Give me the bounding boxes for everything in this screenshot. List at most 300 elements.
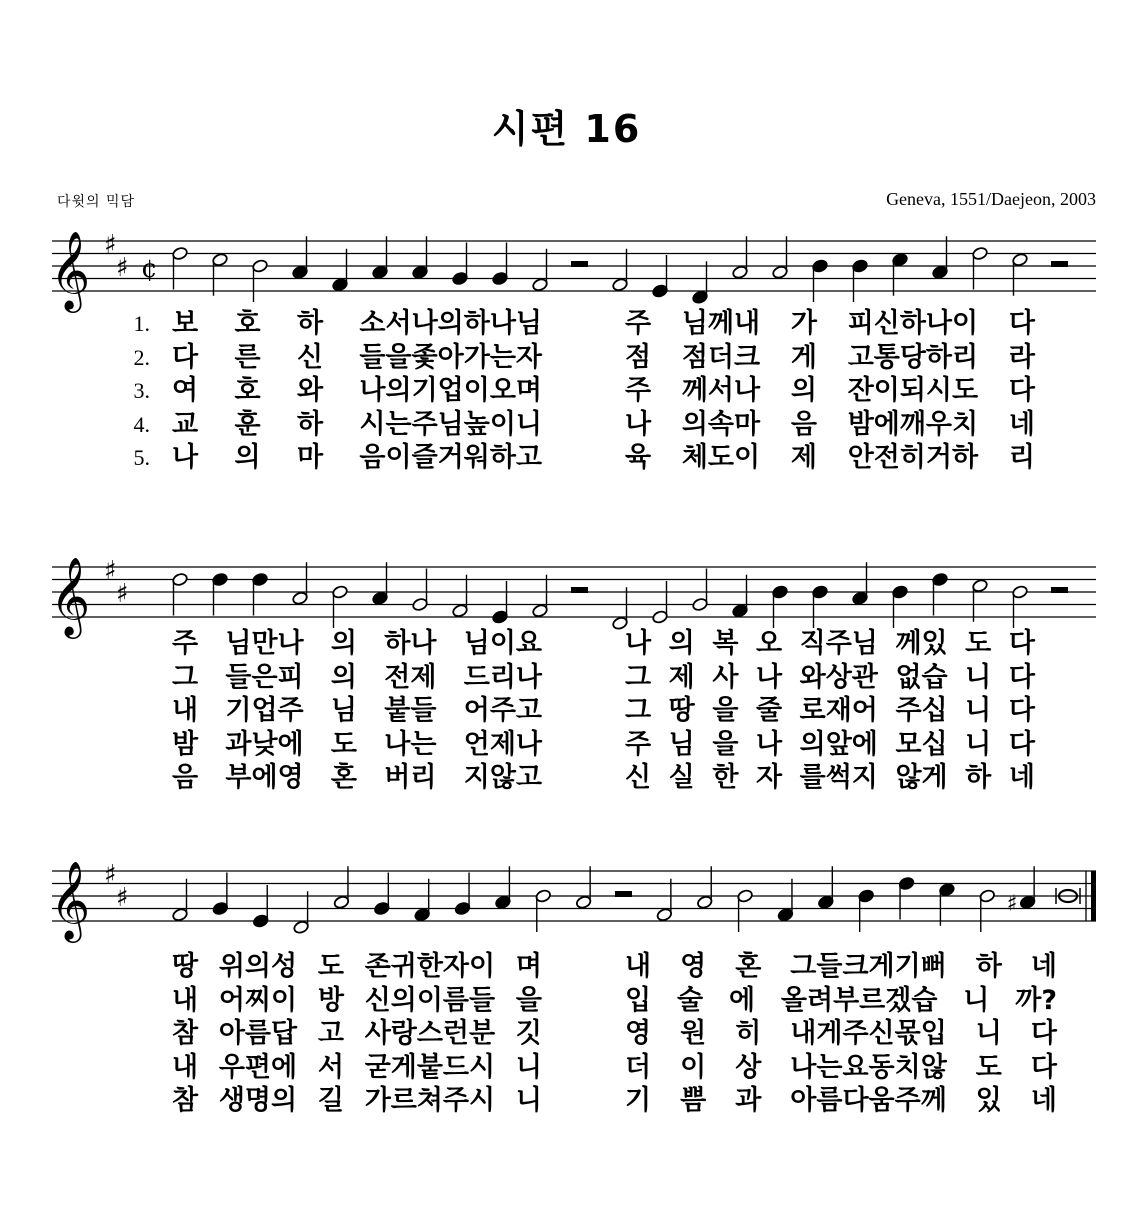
lyric-syllable: 과 [735, 1085, 762, 1116]
lyric-line [0, 761, 1133, 795]
lyric-syllable: 하 [975, 951, 1002, 982]
lyric-syllable: 영 [625, 1018, 652, 1049]
lyric-syllable: 그 [172, 662, 199, 693]
lyric-syllable: 다 [1008, 308, 1035, 339]
note-D5-q [932, 572, 949, 615]
lyric-syllable: 직주님 [799, 628, 878, 659]
lyric-syllable: 니 [515, 1085, 542, 1116]
lyric-syllable: 자 [755, 762, 783, 793]
lyric-syllable: 땅 [668, 695, 695, 726]
lyric-left [172, 1017, 542, 1051]
note-A4-half [292, 562, 309, 605]
lyric-syllable: 의 [234, 442, 261, 473]
note-B4-half [332, 585, 349, 628]
lyric-syllable: 다 [172, 342, 199, 373]
lyric-syllable: 우편에 [218, 1052, 298, 1083]
note-D4-half [293, 891, 310, 934]
lyric-syllable: 원 [680, 1018, 707, 1049]
note-G4-q [454, 873, 471, 916]
note-A4-half [772, 236, 789, 279]
lyric-syllable: 니 [965, 662, 992, 693]
lyric-syllable: 어주고 [463, 695, 542, 726]
note-Csharp5-half [212, 252, 229, 295]
lyric-syllable: 음이즐거워하고 [359, 442, 542, 473]
verse-number: 1. [133, 311, 150, 336]
lyric-syllable: 호 [234, 375, 261, 406]
lyric-syllable: 줄 [755, 695, 783, 726]
lyric-syllable: 있 [975, 1085, 1002, 1116]
lyric-line [0, 1084, 1133, 1118]
svg-text:♯: ♯ [116, 253, 129, 283]
note-Fsharp4-half [452, 575, 469, 618]
lyric-syllable: 음 [172, 762, 199, 793]
lyric-syllable: 의앞에 [799, 729, 878, 760]
lyric-syllable: 깃 [515, 1018, 542, 1049]
lyric-syllable: 고 [317, 1018, 344, 1049]
note-B4-half [1012, 585, 1029, 628]
lyric-syllable: 기업주 [225, 695, 304, 726]
lyric-syllable: 서 [317, 1052, 344, 1083]
lyric-left [172, 374, 542, 408]
half-rest-icon [1051, 587, 1068, 593]
lyric-line [0, 661, 1133, 695]
lyric-syllable: 른 [234, 342, 261, 373]
lyric-syllable: 없습 [895, 662, 948, 693]
lyric-syllable: 그 [625, 662, 652, 693]
attribution-left: 다윗의 믹담 [57, 194, 136, 210]
lyric-syllable: 전제 [384, 662, 437, 693]
svg-text:♯: ♯ [1006, 891, 1018, 917]
lyric-syllable: 붙들 [384, 695, 437, 726]
lyric-syllable: 않게 [895, 762, 948, 793]
lyric-syllable: 상 [735, 1052, 762, 1083]
lyric-syllable: 다 [1030, 1052, 1057, 1083]
lyric-syllable: 참 [172, 1018, 199, 1049]
note-Fsharp4-q [777, 879, 794, 922]
lyric-right [625, 1051, 1057, 1085]
lyric-syllable: 어찌이 [218, 985, 298, 1016]
note-B4-q [892, 585, 909, 628]
lyric-line [0, 984, 1133, 1018]
lyric-right [625, 761, 1035, 795]
note-Fsharp4-q [332, 249, 349, 292]
lyric-syllable: 더 [625, 1052, 652, 1083]
note-Csharp5-half [972, 578, 989, 621]
lyric-syllable: 호 [234, 308, 261, 339]
lyric-syllable: 굳게붙드시 [364, 1052, 496, 1083]
attribution-right: Geneva, 1551/Daejeon, 2003 [886, 189, 1096, 209]
note-D4-half [612, 587, 629, 630]
lyric-syllable: 이 [680, 1052, 707, 1083]
verse-number: 5. [133, 445, 150, 470]
note-A4-q [372, 562, 389, 605]
lyric-left [172, 661, 542, 695]
lyric-left [172, 984, 542, 1018]
lyric-syllable: 들은피 [225, 662, 304, 693]
lyric-syllable: 마 [296, 442, 324, 473]
lyric-syllable: 방 [317, 985, 344, 1016]
note-A4-q [372, 236, 389, 279]
lyric-syllable: 내게주신몫입 [790, 1018, 947, 1049]
lyric-right [625, 341, 1035, 375]
lyric-syllable: 안전히거하 [847, 442, 979, 473]
key-signature [104, 860, 129, 913]
lyric-left [172, 341, 542, 375]
lyric-syllable: 님이요 [463, 628, 542, 659]
lyric-syllable: 의 [790, 375, 817, 406]
lyric-syllable: 시는주님높이니 [359, 409, 542, 440]
lyric-line [0, 408, 1133, 442]
note-A4-q [932, 236, 949, 279]
lyric-syllable: 버리 [384, 762, 437, 793]
note-Csharp5-half [1012, 252, 1029, 295]
lyric-line [0, 950, 1133, 984]
lyric-syllable: 부에영 [225, 762, 304, 793]
lyric-syllable: 다 [1008, 729, 1035, 760]
lyric-line [0, 694, 1133, 728]
note-A4-q [817, 866, 834, 909]
lyric-syllable: 니 [965, 729, 992, 760]
lyric-syllable: 위의성 [218, 951, 298, 982]
note-G4-q [373, 873, 390, 916]
note-B4-half [252, 259, 269, 302]
lyric-right [625, 728, 1035, 762]
lyric-right [625, 307, 1035, 341]
staff-system-1 [0, 200, 1133, 320]
lyric-syllable: 네 [1030, 1085, 1057, 1116]
lyric-syllable: 리 [1008, 442, 1035, 473]
lyric-syllable: 나 [172, 442, 199, 473]
lyric-line [0, 341, 1133, 375]
lyric-syllable: 언제나 [463, 729, 542, 760]
lyric-syllable: 쁨 [680, 1085, 707, 1116]
lyric-syllable: 니 [515, 1052, 542, 1083]
lyric-syllable: 점더크 [681, 342, 761, 373]
note-B4-q [852, 259, 869, 302]
lyric-syllable: 을 [712, 729, 739, 760]
lyric-syllable: 술 [676, 985, 704, 1016]
lyric-syllable: 신 [625, 762, 652, 793]
lyric-syllable: 음 [790, 409, 817, 440]
treble-clef-icon [50, 231, 90, 313]
note-B4-half [737, 889, 754, 932]
lyric-syllable: 들을좇아가는자 [359, 342, 542, 373]
lyric-syllable: 의 [668, 628, 695, 659]
note-D5-half [172, 246, 189, 289]
lyric-syllable: 밤 [172, 729, 199, 760]
lyric-syllable: 네 [1030, 951, 1057, 982]
lyric-syllable: 주 [625, 308, 652, 339]
verse-number: 4. [133, 412, 150, 437]
lyric-syllable: 도 [975, 1052, 1002, 1083]
lyric-syllable: 도 [330, 729, 357, 760]
lyric-syllable: 그들크게기뻐 [790, 951, 947, 982]
note-B4-q [812, 585, 829, 628]
lyric-right [625, 1084, 1057, 1118]
lyric-syllable: 주 [625, 729, 652, 760]
time-signature-icon [141, 254, 158, 284]
lyric-syllable: 님 [330, 695, 357, 726]
lyric-syllable: 로재어 [799, 695, 878, 726]
lyric-syllable: 나 [625, 409, 652, 440]
lyric-syllable: 하 [296, 308, 324, 339]
note-B4-half [535, 889, 552, 932]
lyric-syllable: 까? [1015, 985, 1057, 1016]
svg-text:♯: ♯ [104, 230, 117, 260]
lyric-syllable: 께있 [895, 628, 948, 659]
lyric-syllable: 도 [317, 951, 344, 982]
lyric-syllable: 한 [712, 762, 739, 793]
lyric-syllable: 잔이되시도 [847, 375, 979, 406]
lyric-line [0, 374, 1133, 408]
lyric-syllable: 육 [625, 442, 652, 473]
lyric-left [172, 694, 542, 728]
lyric-syllable: 와상관 [799, 662, 878, 693]
lyric-syllable: 주 [625, 375, 652, 406]
lyric-right [625, 627, 1035, 661]
lyric-syllable: 다 [1008, 628, 1035, 659]
lyric-syllable: 다 [1008, 662, 1035, 693]
note-A4-q [852, 562, 869, 605]
lyric-left [172, 627, 542, 661]
lyric-syllable: 그 [625, 695, 652, 726]
lyric-right [625, 950, 1057, 984]
lyric-syllable: 모십 [895, 729, 948, 760]
lyric-syllable: 하나 [384, 628, 437, 659]
lyric-syllable: 여 [172, 375, 199, 406]
note-G4-q [452, 243, 469, 286]
lyric-syllable: 훈 [234, 409, 261, 440]
lyric-syllable: 생명의 [218, 1085, 298, 1116]
lyric-left [172, 761, 542, 795]
note-D5-q [252, 572, 269, 615]
verse-number: 2. [133, 345, 150, 370]
note-D4-q [692, 261, 709, 304]
lyric-syllable: 나 [625, 628, 652, 659]
lyric-syllable: 님 [668, 729, 695, 760]
lyric-right [625, 374, 1035, 408]
svg-text:𝄞: 𝄞 [50, 861, 91, 940]
note-Csharp5-q [892, 252, 909, 295]
svg-text:¢: ¢ [141, 254, 158, 284]
note-B4-half [979, 889, 996, 932]
lyric-syllable: 지않고 [463, 762, 542, 793]
note-B4-q [858, 889, 875, 932]
note-A4-half [732, 236, 749, 279]
note-Csharp5-q [939, 882, 956, 925]
lyric-syllable: 가 [790, 308, 817, 339]
lyric-syllable: 에 [728, 985, 756, 1016]
note-Fsharp4-half [172, 879, 189, 922]
lyric-syllable: 나는 [384, 729, 437, 760]
lyric-syllable: 아름다움주께 [790, 1085, 947, 1116]
lyric-syllable: 님께내 [681, 308, 761, 339]
note-G4-half [412, 569, 429, 612]
lyric-syllable: 혼 [330, 762, 357, 793]
lyric-right [625, 694, 1035, 728]
lyric-syllable: 나 [755, 662, 783, 693]
lyric-syllable: 하 [965, 762, 992, 793]
note-G4-q [492, 243, 509, 286]
lyric-syllable: 올려부르겠습 [780, 985, 938, 1016]
lyric-syllable: 내 [172, 1052, 199, 1083]
lyric-syllable: 밤에깨우치 [847, 409, 979, 440]
svg-text:♯: ♯ [104, 860, 117, 890]
lyric-syllable: 고통당하리 [847, 342, 979, 373]
half-rest-icon [571, 261, 588, 267]
lyric-syllable: 도 [965, 628, 992, 659]
lyric-syllable: 의 [330, 662, 357, 693]
lyric-line [0, 627, 1133, 661]
lyric-syllable: 주십 [895, 695, 948, 726]
lyric-syllable: 드리나 [463, 662, 542, 693]
note-A4-q [292, 236, 309, 279]
lyric-syllable: 의속마 [681, 409, 761, 440]
lyric-syllable: 길 [317, 1085, 344, 1116]
lyric-syllable: 기 [625, 1085, 652, 1116]
note-E4-half [652, 581, 669, 624]
lyric-syllable: 오 [755, 628, 783, 659]
lyric-syllable: 실 [668, 762, 695, 793]
svg-text:♯: ♯ [104, 556, 117, 586]
lyric-syllable: 입 [625, 985, 652, 1016]
lyric-right [625, 661, 1035, 695]
lyric-syllable: 께서나 [681, 375, 761, 406]
note-D5-q [898, 876, 915, 919]
note-B4-q [812, 259, 829, 302]
lyric-syllable: 피신하나이 [847, 308, 979, 339]
note-A4-half [696, 866, 713, 909]
lyric-right [625, 408, 1035, 442]
lyric-syllable: 다 [1008, 375, 1035, 406]
lyric-left [172, 408, 542, 442]
lyric-left [172, 950, 542, 984]
note-Fsharp4-half [656, 879, 673, 922]
lyric-left [172, 728, 542, 762]
note-Fsharp4-q [732, 575, 749, 618]
lyric-syllable: 니 [965, 695, 992, 726]
lyric-syllable: 네 [1008, 762, 1035, 793]
lyric-syllable: 제 [668, 662, 695, 693]
note-B4-q [772, 585, 789, 628]
key-signature [104, 556, 129, 609]
lyric-syllable: 복 [712, 628, 739, 659]
lyric-line [0, 1051, 1133, 1085]
note-E4-q [252, 885, 269, 928]
lyric-syllable: 내 [172, 695, 199, 726]
half-rest-icon [615, 891, 632, 897]
note-A4-q [495, 866, 512, 909]
svg-text:♯: ♯ [116, 579, 129, 609]
lyric-syllable: 체도이 [681, 442, 761, 473]
lyric-syllable: 니 [975, 1018, 1002, 1049]
note-E4-q [492, 581, 509, 624]
lyric-syllable: 교 [172, 409, 199, 440]
lyric-syllable: 님만나 [225, 628, 304, 659]
lyric-syllable: 제 [790, 442, 817, 473]
svg-text:𝄞: 𝄞 [50, 557, 91, 636]
treble-clef-icon [50, 861, 90, 943]
lyric-syllable: 를썩지 [799, 762, 878, 793]
note-A4-q [412, 236, 429, 279]
note-Fsharp4-half [532, 575, 549, 618]
lyric-syllable: 히 [735, 1018, 762, 1049]
lyric-syllable: 나의기업이오며 [359, 375, 542, 406]
lyric-syllable: 점 [625, 342, 652, 373]
lyric-syllable: 와 [296, 375, 324, 406]
note-A4-half [575, 866, 592, 909]
lyric-line [0, 307, 1133, 341]
note-Fsharp4-half [532, 249, 549, 292]
lyric-right [625, 984, 1057, 1018]
lyric-syllable: 라 [1008, 342, 1035, 373]
note-A4-half [333, 866, 350, 909]
lyric-syllable: 아름답 [218, 1018, 298, 1049]
lyric-syllable: 영 [680, 951, 707, 982]
lyric-syllable: 가르쳐주시 [364, 1085, 496, 1116]
half-rest-icon [571, 587, 588, 593]
lyric-syllable: 을 [712, 695, 739, 726]
half-rest-icon [1051, 261, 1068, 267]
lyric-syllable: 하 [296, 409, 324, 440]
note-G4-half [692, 569, 709, 612]
lyric-syllable: 사 [712, 662, 739, 693]
note-E4-q [652, 255, 669, 298]
lyric-syllable: 내 [172, 985, 199, 1016]
lyric-syllable: 의 [330, 628, 357, 659]
lyric-syllable: 니 [963, 985, 990, 1016]
lyric-syllable: 신의이름들 [364, 985, 496, 1016]
lyric-left [172, 441, 542, 475]
note-Fsharp4-q [414, 879, 431, 922]
lyric-syllable: 존귀한자이 [364, 951, 496, 982]
note-G4-q [212, 873, 229, 916]
lyric-syllable: 사랑스런분 [364, 1018, 496, 1049]
lyric-syllable: 나 [755, 729, 783, 760]
lyric-line [0, 441, 1133, 475]
lyric-syllable: 땅 [172, 951, 199, 982]
note-Fsharp4-half [612, 249, 629, 292]
lyric-syllable: 다 [1008, 695, 1035, 726]
lyric-syllable: 신 [296, 342, 324, 373]
lyric-syllable: 과낮에 [225, 729, 304, 760]
page-title: 시편 16 [491, 107, 642, 151]
note-D5-half [172, 572, 189, 615]
lyric-syllable: 보 [172, 308, 199, 339]
lyric-syllable: 네 [1008, 409, 1035, 440]
lyric-syllable: 혼 [735, 951, 762, 982]
lyric-syllable: 게 [790, 342, 817, 373]
lyric-line [0, 728, 1133, 762]
lyric-syllable: 내 [625, 951, 652, 982]
lyric-syllable: 나는요동치않 [790, 1052, 947, 1083]
lyric-syllable: 다 [1030, 1018, 1057, 1049]
lyric-line [0, 1017, 1133, 1051]
lyric-right [625, 1017, 1057, 1051]
lyric-syllable: 참 [172, 1085, 199, 1116]
svg-text:𝄞: 𝄞 [50, 231, 91, 310]
lyric-right [625, 441, 1035, 475]
lyric-syllable: 소서나의하나님 [359, 308, 542, 339]
svg-text:♯: ♯ [116, 883, 129, 913]
verse-number: 3. [133, 378, 150, 403]
lyric-syllable: 을 [515, 985, 542, 1016]
lyric-syllable: 며 [515, 951, 542, 982]
note-D5-q [212, 572, 229, 615]
lyric-left [172, 307, 542, 341]
note-D5-half [972, 246, 989, 289]
key-signature [104, 230, 129, 283]
